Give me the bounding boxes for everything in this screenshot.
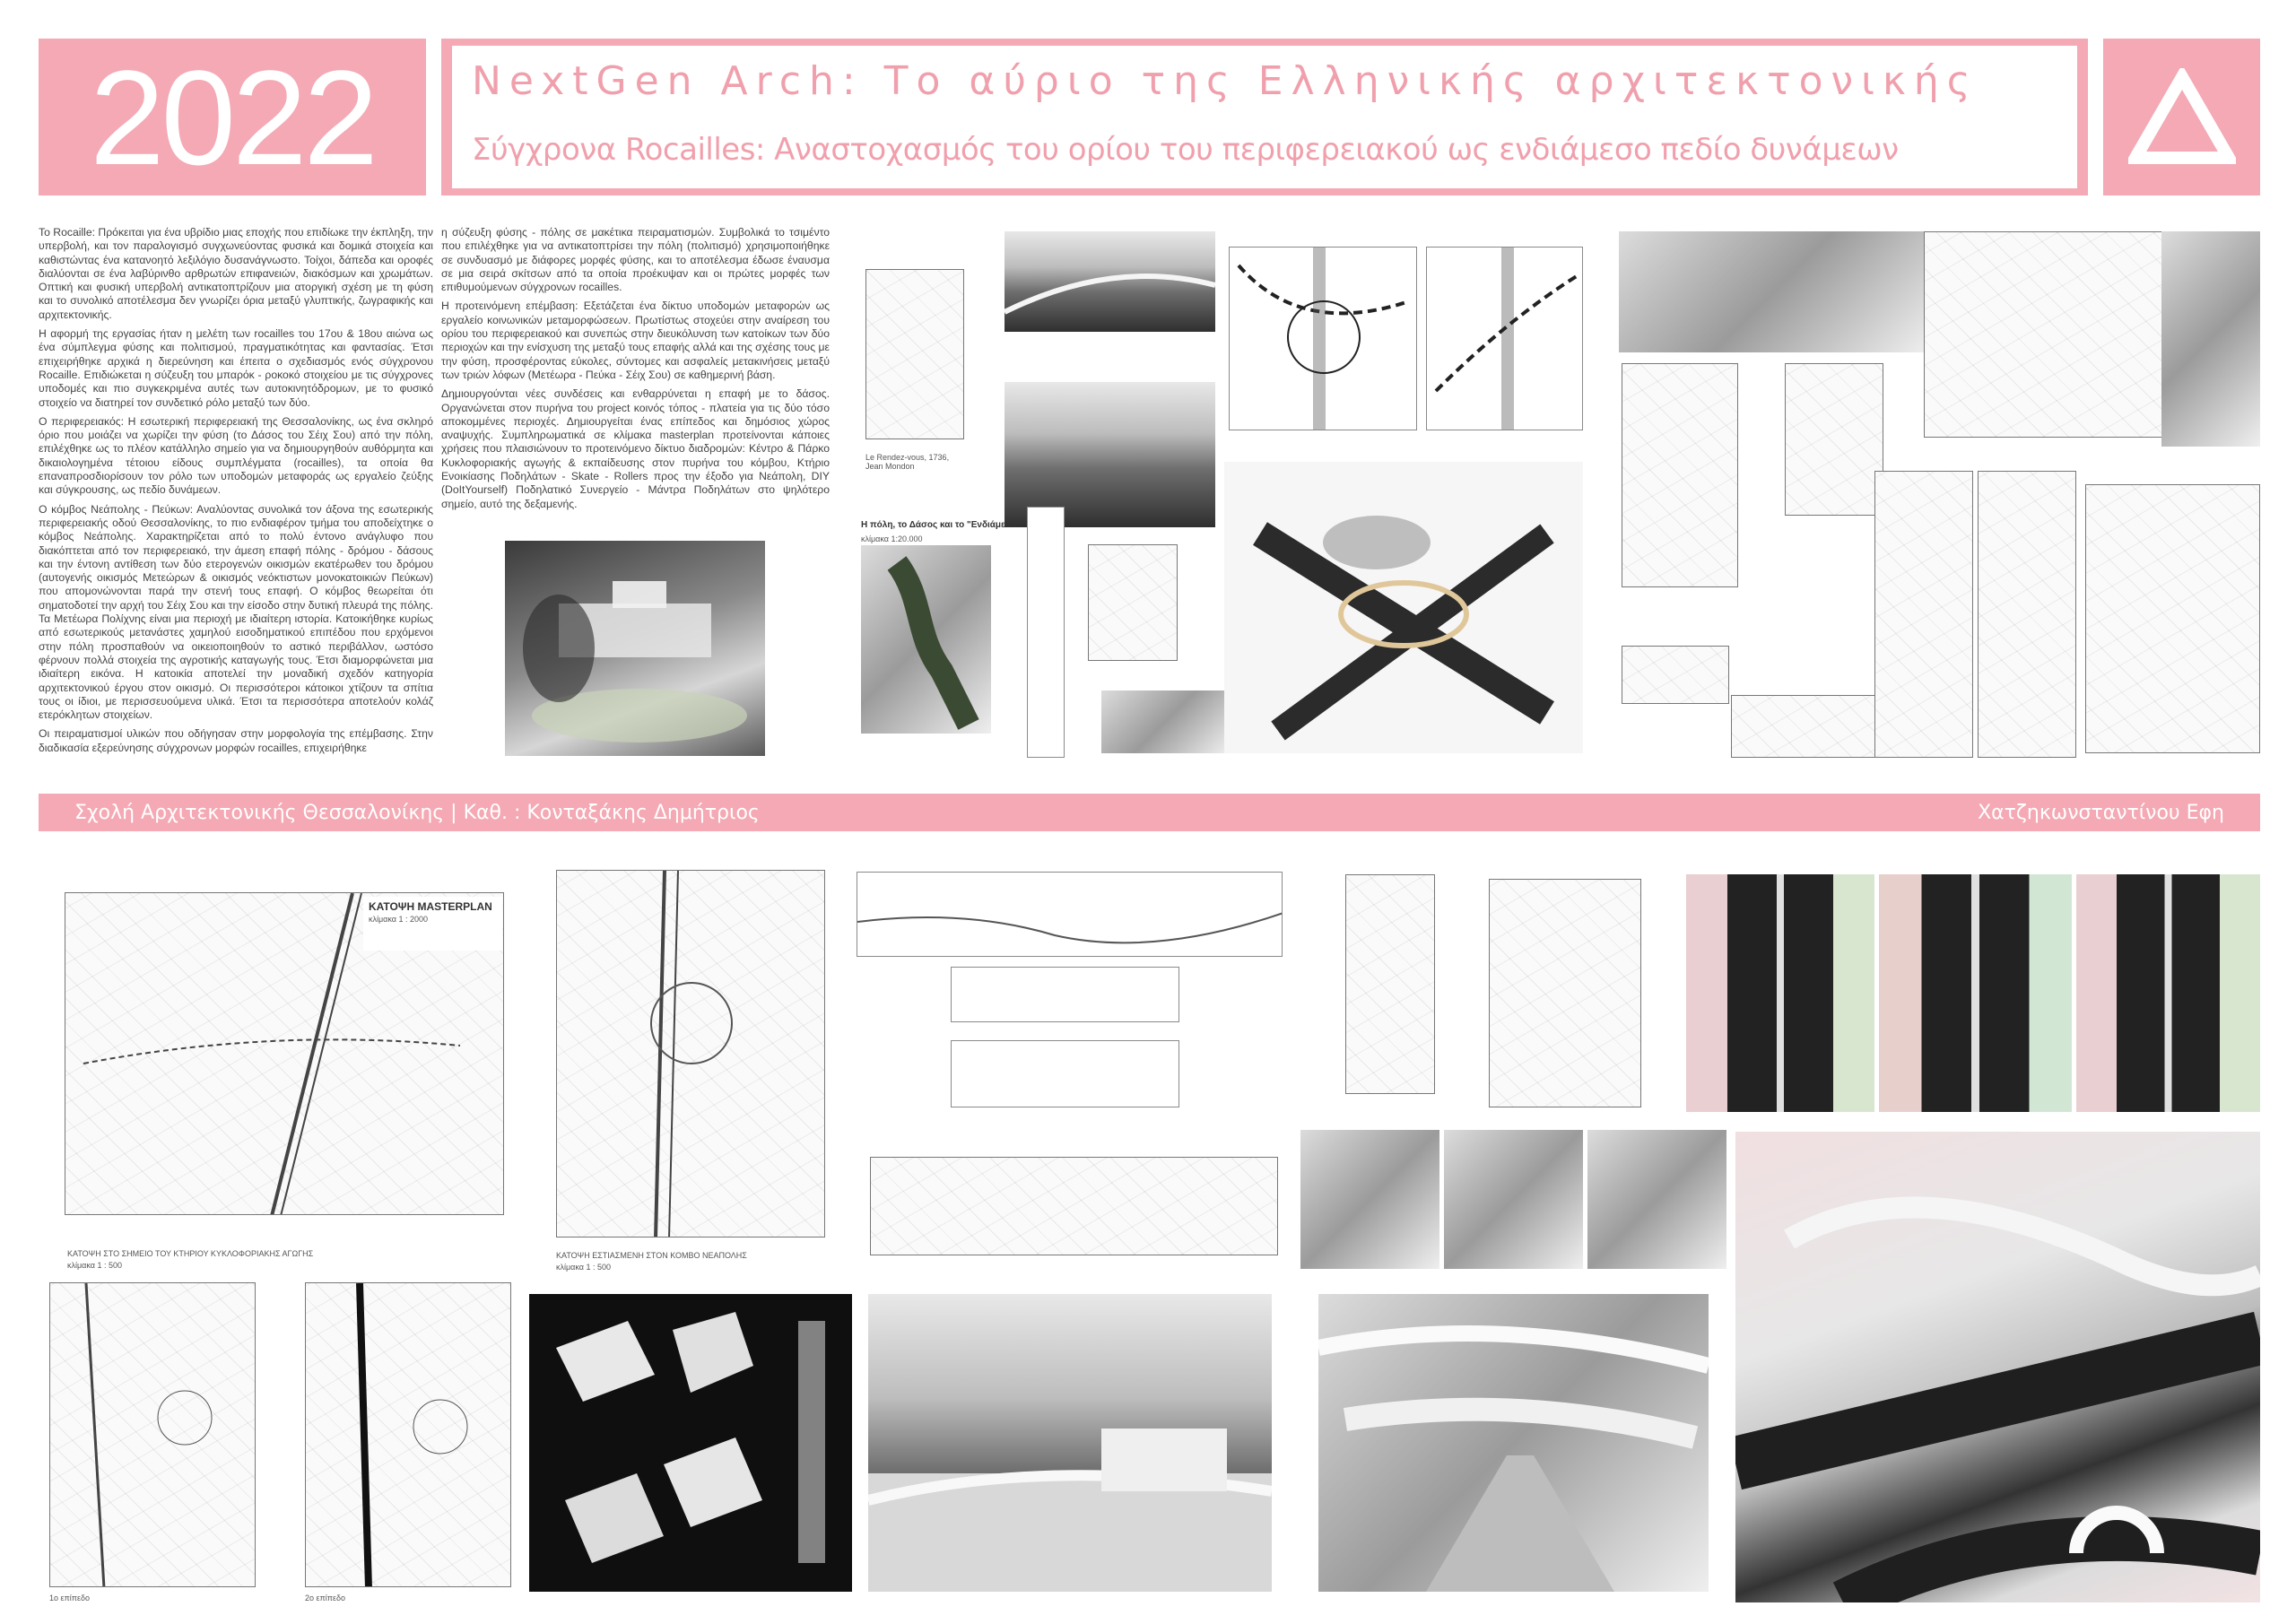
rocaille-engraving	[865, 269, 964, 439]
caption-plan-cycling-scale: κλίμακα 1 : 500	[67, 1261, 123, 1270]
routes-diagram-2	[1427, 248, 1583, 430]
plan-level-2	[305, 1282, 511, 1587]
title-inner	[452, 46, 2077, 188]
render-plaza	[868, 1294, 1272, 1592]
delta-triangle-icon	[2128, 68, 2236, 167]
section-long-drawing	[857, 873, 1283, 957]
plan-level-1	[49, 1282, 256, 1587]
paragraph: Οι πειραματισμοί υλικών που οδήγησαν στην μορφολογία της επέμβασης. Στην διαδικασία εξερεύνησης σύγχρονων μορφών rocailles, επιχειρήθηκε	[39, 727, 433, 754]
page-subtitle: Σύγχρονα Rocailles: Αναστοχασμός του ορίου του περιφερειακού ως ενδιάμεσο πεδίο δυνάμεων	[472, 132, 1899, 168]
section-sketches-d	[2085, 484, 2260, 753]
exploded-axonometric	[529, 1294, 852, 1592]
section-sketches-c	[1978, 471, 2076, 758]
rocaille-sketch-large	[1924, 231, 2188, 438]
caption-level-1: 1ο επίπεδο	[49, 1594, 90, 1602]
axonometric-junction	[1224, 462, 1583, 753]
plan-render-b	[1879, 874, 2072, 1112]
map-city-forest	[861, 545, 991, 734]
bridge-render-drawing	[1318, 1294, 1709, 1592]
section-b	[951, 967, 1179, 1022]
diagram-routes-right	[1426, 247, 1583, 430]
logo-box	[2103, 39, 2260, 195]
caption-plan-cycling: ΚΑΤΟΨΗ ΣΤΟ ΣΗΜΕΙΟ ΤΟΥ ΚΤΗΡΙΟΥ ΚΥΚΛΟΦΟΡΙΑΚΗΣ ΑΓΩΓΗΣ	[67, 1249, 314, 1258]
section-c	[951, 1040, 1179, 1107]
paragraph: Η προτεινόμενη επέμβαση: Εξετάζεται ένα δίκτυο υποδομών μεταφορών ως εργαλείο κοινωνικών μεταμορφώσεων. Πρωτίστως στοχεύει στην αναίρεση του ορίου του περιφερειακού και συνεπώς στην διευκόλυνση των κατοίκων των δύο περιοχών και την ενίσχυση της μεταξύ τους επαφής αλλά και της σχέσης τους με την φύση, προσφέροντας εύκολες, σύντομες και ασφαλείς μετακινήσεις μεταξύ των τριών λόφων (Μετέωρα - Πεύκα - Σέιχ Σου) σε καθημερινή βάση.	[441, 300, 830, 381]
section-sketches-b	[1874, 471, 1973, 758]
caption-plan-neapoli: ΚΑΤΟΨΗ ΕΣΤΙΑΣΜΕΝΗ ΣΤΟΝ ΚΟΜΒΟ ΝΕΑΠΟΛΗΣ	[556, 1251, 747, 1260]
level1-drawing	[50, 1283, 256, 1587]
paragraph: Η αφορμή της εργασίας ήταν η μελέτη των rocailles του 17ου & 18ου αιώνα ως ένα σύμπλεγμα φύσης και πολιτισμού, πραγματικότητας και φαντασίας. Έτσι επιχειρήθηκε αρχικά η διερεύνηση και έπειτα ο σχεδιασμός ενός σύγχρονου Rocaille. Επιδιώκεται η σύζευξη του μπαρόκ - ροκοκό στοιχείου με τις σύγχρονες υποδομές και πιο συγκεκριμένα αυτές των αυτοκινητόδρομων, με το φυσικό στοιχείο να διατηρεί τον συνδετικό ρόλο μεταξύ των δύο.	[39, 327, 433, 409]
render-bridge-walkway	[1318, 1294, 1709, 1592]
render-arches-c	[1587, 1130, 1726, 1269]
sketches-column	[1785, 363, 1883, 516]
model-slice	[1622, 646, 1729, 704]
paragraph: η σύζευξη φύσης - πόλης σε μακέτικα πειραματισμών. Συμβολικά το τσιμέντο που επιλέχθηκε για να αντικατοπτρίσει την πόλη (πολιτισμό) χρησιμοποιήθηκε σε συνδυασμό με διάφορες μορφές φύσης, και το αποτέλεσμα έδωσε έναυσμα σε μια σειρά σκίτσων από τα οποία προέκυψαν και οι πρώτες μορφές των επιθυμούμενων σύγχρονων rocailles.	[441, 226, 830, 294]
masterplan-scale: κλίμακα 1 : 2000	[369, 915, 429, 924]
school-professor-label: Σχολή Αρχιτεκτονικής Θεσσαλονίκης | Καθ. : Κονταξάκης Δημήτριος	[74, 801, 760, 824]
year-banner	[39, 39, 426, 195]
section-tree-tower	[1345, 874, 1435, 1094]
paragraph: Ο κόμβος Νεάπολης - Πεύκων: Αναλύοντας συνολικά τον άξονα της εσωτερικής περιφερειακής οδού Θεσσαλονίκης, το πιο ενδιαφέρον τμήμα του αποδείχτηκε ο κόμβος Νεάπολης. Χαρακτηρίζεται από το πολύ έντονο ανάγλυφο που διακόπτεται από τον περιφερειακό, την άμεση επαφή πόλης - δρόμου - δάσους και την έντονη αντίθεση των δύο ετερογενών οικισμών εκατέρωθεν του δρόμου (αυτογενής οικισμός Μετεώρων & οικισμός νεόκτιστων μονοκατοικιών Πεύκων) που απομονώνονται παρά την στενή τους επαφή. Ο κόμβος θεωρείται ότι σηματοδοτεί την αρχή του Σέιχ Σου και την είσοδο στην δυτική πλευρά της πόλης. Τα Μετέωρα Πολίχνης είναι μια περιοχή με ιδιαίτερη ιστορία. Κατοικήθηκε κυρίως από εσωτερικούς μετανάστες χαμηλού εισοδηματικού επιπέδου που ερχόμενοι στην πόλη προσπαθούν να οικειοποιηθούν το αστικό περιβάλλον, ωστόσο φέρνουν πολλά στοιχεία της αγροτικής καταγωγής τους. Έτσι διαμορφώνεται μια ιδιαίτερη εικόνα. Η κατοικία αποτελεί την μοναδική σχεδόν κατηγορία αρχιτεκτονικού έργου στον οικισμό. Οι περισσότεροι κάτοικοι χτίζουν τα σπίτια τους οι ίδιοι, με περισσευούμενα υλικά. Έτσι τα περισσότερα αποτελούν κολάζ ετερόκλητων στοιχείων.	[39, 502, 433, 722]
plan-render-a	[1686, 874, 1874, 1112]
caption-level-2: 2ο επίπεδο	[305, 1594, 345, 1602]
axon-render-drawing	[1735, 1132, 2260, 1602]
garden-render-sketch	[505, 541, 765, 756]
axonometric-render-large	[1735, 1132, 2260, 1602]
photo-houses	[1101, 690, 1229, 753]
material-photos-grid	[1619, 231, 1928, 352]
caption-rendezvous: Le Rendez-vous, 1736, Jean Mondon	[865, 453, 950, 471]
strip-diagrams	[1027, 507, 1065, 758]
caption-city-forest-scale: κλίμακα 1:20.000	[861, 534, 923, 543]
photo-city-forest	[1004, 382, 1215, 527]
concrete-model	[1622, 363, 1738, 587]
paragraph: Ο περιφερειακός: Η εσωτερική περιφερειακή της Θεσσαλονίκης, ως ένα σκληρό όριο που μοιάζει να χωρίζει την φύση (το Δάσος του Σέιχ Σου) από την πόλη, επιλέχθηκε ως το πλέον κατάλληλο σημείο για να δημιουργηθούν αυθόρμητα και δικαιολογημένα τέτοιου είδους συμπλέγματα (rocailles), τα οποία θα επαναπροσδιορίσουν τον ρόλο των υποδομών μεταφοράς ως εργαλείο ζεύξης και σύγκρουσης, ως πεδίο δυνάμεων.	[39, 414, 433, 497]
text-column-right	[441, 226, 830, 517]
junction-diagram	[1224, 462, 1583, 753]
section-long	[857, 872, 1283, 957]
section-bridges	[1489, 879, 1641, 1107]
section-perspective	[870, 1157, 1278, 1255]
highway-curve	[1004, 231, 1215, 332]
year-label: 2022	[90, 41, 375, 193]
exploded-axon-drawing	[529, 1294, 852, 1592]
render-rocaille-garden	[505, 541, 765, 756]
diagram-routes-left	[1229, 247, 1417, 430]
plaza-render-drawing	[868, 1294, 1272, 1592]
caption-city-forest: Η πόλη, το Δάσος και το "Ενδιάμεσο"	[861, 520, 1022, 530]
text-column-left	[39, 226, 433, 760]
paragraph: Το Rocaille: Πρόκειται για ένα υβρίδιο μιας εποχής που επιδίωκε την έκπληξη, την υπερβολή, και τον παραλογισμό συγχωνεύοντας φυσικά και δομικά στοιχεία και καθιστώντας ένα κατανοητό λεξιλόγιο δυσανάγνωστο. Τοίχοι, δάπεδα και οροφές διαλύονται σε ένα λαβύρινθο αρθρωτών επιφανειών, διακόσμων και χρωμάτων. Οπτική και φυσική υπερβολή αντικατοπτρίζουν μια ατοργική σχέση με τη φύση και το συνολικό αποτέλεσμα δεν γνωρίζει όρια μεταξύ γλυπτικής, ζωγραφικής και αρχιτεκτονικής.	[39, 226, 433, 321]
routes-diagram	[1230, 248, 1417, 430]
paragraph: Δημιουργούνται νέες συνδέσεις και ενθαρρύνεται η επαφή με το δάσος. Οργανώνεται στον πυρήνα του project κοινός τόπος - πλατεία για τις δύο τόσο αποκομμένες περιοχές. Δημιουργείται ένας επίπεδος και δημόσιος χώρος αναψυχής. Συμπληρωματικά σε κλίμακα masterplan προτείνονται κάποιες χρήσεις που πλαισιώνουν το προτεινόμενο δίκτυο διαδρομών: Κέντρο & Πάρκο Κυκλοφοριακής αγωγής & εκπαίδευσης στον πυρήνα του κόμβου, Κτήριο Ενοικίασης Ποδηλάτων - Skate - Rollers προς την έξοδο για Νεάπολη, DIY (DoItYourself) Ποδηλατικό Συνεργείο - Μάντρα Ποδηλάτων στο ψηλότερο σημείο, αυτό της δεξαμενής.	[441, 387, 830, 510]
title-frame	[441, 39, 2088, 195]
page-title: NextGen Arch: Το αύριο της Ελληνικής αρχιτεκτονικής	[472, 58, 1979, 104]
render-arches-b	[1444, 1130, 1583, 1269]
level2-drawing	[306, 1283, 511, 1587]
sketch-map	[1088, 544, 1178, 661]
credits-band	[39, 794, 2260, 831]
masterplan-legend	[363, 897, 502, 951]
photo-highway-top	[1004, 231, 1215, 332]
author-label: Χατζηκωνσταντίνου Εφη	[1978, 801, 2224, 824]
forest-strip-map	[861, 545, 991, 734]
caption-plan-neapoli-scale: κλίμακα 1 : 500	[556, 1263, 612, 1272]
masterplan-title: ΚΑΤΟΨΗ MASTERPLAN	[369, 900, 492, 913]
neapoli-plan-drawing	[557, 871, 825, 1238]
render-arches-a	[1300, 1130, 1439, 1269]
plan-neapoli-node	[556, 870, 825, 1238]
plan-render-c	[2076, 874, 2260, 1112]
model-photo-right	[2161, 231, 2260, 447]
